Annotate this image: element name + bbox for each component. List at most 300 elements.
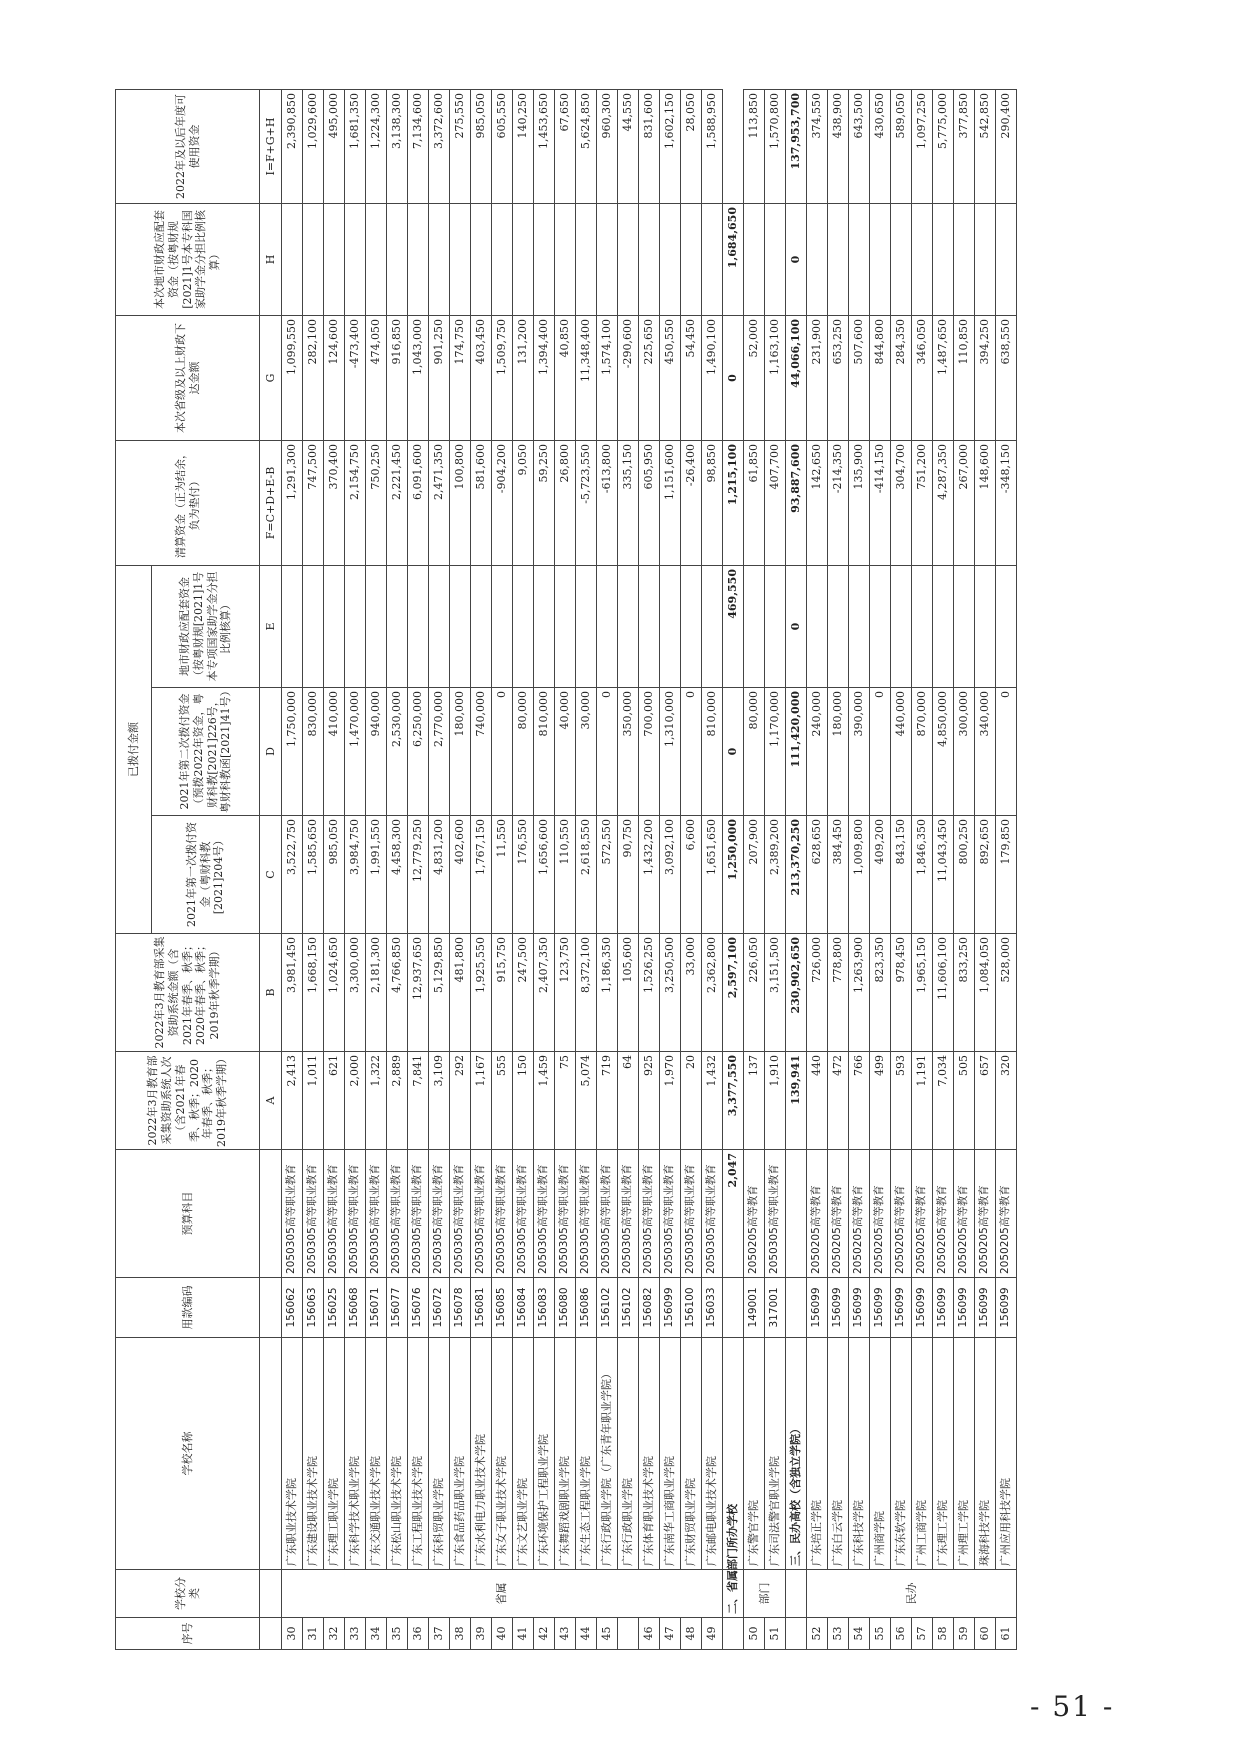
value-cell-b: 2,362,800 <box>702 934 723 1052</box>
seq-cell: 41 <box>513 1618 534 1650</box>
seq-cell: 56 <box>891 1618 912 1650</box>
value-cell-h <box>807 204 828 316</box>
value-cell-a: 7,841 <box>408 1052 429 1150</box>
value-cell-i: 113,850 <box>744 90 765 204</box>
value-cell-a: 2,000 <box>345 1052 366 1150</box>
value-cell-f: 61,850 <box>744 441 765 566</box>
value-cell-d: 1,470,000 <box>345 688 366 816</box>
school-name-cell: 广东舞蹈戏剧职业学院 <box>555 1338 576 1570</box>
value-cell-g: 1,490,100 <box>702 316 723 441</box>
value-cell-a: 320 <box>996 1052 1017 1150</box>
category-cell: 省属 <box>282 1570 723 1618</box>
school-name-cell: 广州应用科技学院 <box>996 1338 1017 1570</box>
value-cell-f: 370,400 <box>324 441 345 566</box>
unit-code-cell: 156078 <box>450 1278 471 1338</box>
value-cell-i: 7,134,600 <box>408 90 429 204</box>
school-name-cell: 广东科贸职业学院 <box>429 1338 450 1570</box>
seq-cell: 60 <box>975 1618 996 1650</box>
seq-cell: 54 <box>849 1618 870 1650</box>
value-cell-a: 657 <box>975 1052 996 1150</box>
value-cell-a: 499 <box>870 1052 891 1150</box>
value-cell-d: 40,000 <box>555 688 576 816</box>
seq-cell: 38 <box>450 1618 471 1650</box>
header-letter-i: I=F+G+H <box>260 90 282 204</box>
value-cell-g: 1,509,750 <box>492 316 513 441</box>
header-subject: 预算科目 <box>116 1150 260 1278</box>
school-name-cell: 二、省属部门所办学校 <box>723 1570 744 1618</box>
value-cell-f: 9,050 <box>513 441 534 566</box>
school-name-cell: 广东体育职业技术学院 <box>639 1338 660 1570</box>
table-row <box>450 90 471 1650</box>
value-cell-d: 2,770,000 <box>429 688 450 816</box>
value-cell-d: 1,250,000 <box>723 816 744 934</box>
table-row <box>513 90 534 1650</box>
value-cell-h <box>366 204 387 316</box>
value-cell-g: 131,200 <box>513 316 534 441</box>
value-cell-g: 1,394,400 <box>534 316 555 441</box>
school-name-cell: 广东警官学院 <box>744 1338 765 1570</box>
value-cell-g: 225,650 <box>639 316 660 441</box>
value-cell-i: 1,029,600 <box>303 90 324 204</box>
table-row <box>870 90 891 1650</box>
value-cell-i: 831,600 <box>639 90 660 204</box>
table-row <box>555 90 576 1650</box>
subject-cell: 2050305高等职业教育 <box>681 1150 702 1278</box>
value-cell-f: 93,887,600 <box>786 441 807 566</box>
value-cell-i: 2,390,850 <box>282 90 303 204</box>
value-cell-c: 176,550 <box>513 816 534 934</box>
subject-cell: 2050305高等职业教育 <box>702 1150 723 1278</box>
value-cell-h <box>429 204 450 316</box>
school-name-cell: 广东食品药品职业学院 <box>450 1338 471 1570</box>
value-cell-i: 44,550 <box>618 90 639 204</box>
value-cell-f: 750,250 <box>366 441 387 566</box>
value-cell-d: 300,000 <box>954 688 975 816</box>
school-name-cell: 广东白云学院 <box>828 1338 849 1570</box>
table-row <box>849 90 870 1650</box>
seq-cell: 33 <box>345 1618 366 1650</box>
seq-cell: 59 <box>954 1618 975 1650</box>
value-cell-b: 247,500 <box>513 934 534 1052</box>
unit-code-cell: 156099 <box>954 1278 975 1338</box>
seq-cell: 31 <box>303 1618 324 1650</box>
value-cell-b: 778,800 <box>828 934 849 1052</box>
header-unit-code: 用款编码 <box>116 1278 260 1338</box>
table-row <box>534 90 555 1650</box>
subject-cell: 2050205高等教育 <box>912 1150 933 1278</box>
value-cell-b: 1,925,550 <box>471 934 492 1052</box>
value-cell-d: 1,310,000 <box>660 688 681 816</box>
value-cell-g: 1,215,100 <box>723 441 744 566</box>
value-cell-f: -5,723,550 <box>576 441 597 566</box>
subject-cell: 2050305高等职业教育 <box>282 1150 303 1278</box>
subject-cell: 2050205高等教育 <box>975 1150 996 1278</box>
school-name-cell: 广州理工学院 <box>954 1338 975 1570</box>
value-cell-d: 350,000 <box>618 688 639 816</box>
value-cell-c: 110,550 <box>555 816 576 934</box>
school-name-cell: 广东松山职业技术学院 <box>387 1338 408 1570</box>
value-cell-c: 1,767,150 <box>471 816 492 934</box>
value-cell-e <box>702 566 723 688</box>
subject-cell: 2050205高等教育 <box>870 1150 891 1278</box>
value-cell-d: 390,000 <box>849 688 870 816</box>
value-cell-g: 394,250 <box>975 316 996 441</box>
value-cell-a: 440 <box>807 1052 828 1150</box>
value-cell-i: 542,850 <box>975 90 996 204</box>
unit-code-cell: 156080 <box>555 1278 576 1338</box>
value-cell-d: 0 <box>597 688 618 816</box>
value-cell-e: 0 <box>723 688 744 816</box>
subject-cell: 2050305高等职业教育 <box>618 1150 639 1278</box>
seq-cell: 53 <box>828 1618 849 1650</box>
value-cell-f: 747,500 <box>303 441 324 566</box>
value-cell-d: 80,000 <box>744 688 765 816</box>
value-cell-d: 810,000 <box>702 688 723 816</box>
value-cell-d: 940,000 <box>366 688 387 816</box>
value-cell-a: 1,432 <box>702 1052 723 1150</box>
value-cell-f: -414,150 <box>870 441 891 566</box>
school-name-cell: 广州商学院 <box>870 1338 891 1570</box>
header-letter-b: B <box>260 934 282 1052</box>
value-cell-e <box>366 566 387 688</box>
table-row <box>660 90 681 1650</box>
value-cell-c: 1,009,800 <box>849 816 870 934</box>
funding-table <box>115 89 1017 1650</box>
table-row <box>996 90 1017 1650</box>
unit-code-cell <box>786 1278 807 1338</box>
header-letter-d: D <box>260 688 282 816</box>
seq-cell: 37 <box>429 1618 450 1650</box>
value-cell-c: 213,370,250 <box>786 816 807 934</box>
value-cell-a: 1,910 <box>765 1052 786 1150</box>
value-cell-g: -473,400 <box>345 316 366 441</box>
table-row <box>492 90 513 1650</box>
subject-cell: 2050205高等教育 <box>807 1150 828 1278</box>
header-letter-blank <box>260 1570 282 1618</box>
table-row <box>681 90 702 1650</box>
value-cell-f: -348,150 <box>996 441 1017 566</box>
value-cell-d: 2,530,000 <box>387 688 408 816</box>
school-name-cell: 广东科技学院 <box>849 1338 870 1570</box>
value-cell-f: 2,221,450 <box>387 441 408 566</box>
value-cell-i: 985,050 <box>471 90 492 204</box>
unit-code-cell: 156099 <box>912 1278 933 1338</box>
value-cell-b: 1,186,350 <box>597 934 618 1052</box>
seq-cell: 57 <box>912 1618 933 1650</box>
subject-cell: 2050205高等教育 <box>954 1150 975 1278</box>
value-cell-g: 44,066,100 <box>786 316 807 441</box>
value-cell-h <box>765 204 786 316</box>
value-cell-g: 638,550 <box>996 316 1017 441</box>
value-cell-i: 589,050 <box>891 90 912 204</box>
value-cell-g: 507,600 <box>849 316 870 441</box>
value-cell-h <box>282 204 303 316</box>
table-body <box>282 90 1017 1650</box>
seq-cell: 61 <box>996 1618 1017 1650</box>
value-cell-a: 64 <box>618 1052 639 1150</box>
value-cell-a: 555 <box>492 1052 513 1150</box>
unit-code-cell: 156099 <box>828 1278 849 1338</box>
school-name-cell: 广东交通职业技术学院 <box>366 1338 387 1570</box>
value-cell-d: 0 <box>681 688 702 816</box>
table-row <box>282 90 303 1650</box>
header-letter-blank <box>260 1150 282 1278</box>
value-cell-h <box>387 204 408 316</box>
value-cell-b: 105,600 <box>618 934 639 1052</box>
school-name-cell: 广东行政职业学院（广东青年职业学院） <box>597 1338 618 1570</box>
value-cell-b: 1,526,250 <box>639 934 660 1052</box>
value-cell-d: 830,000 <box>303 688 324 816</box>
subject-cell: 2050205高等教育 <box>891 1150 912 1278</box>
value-cell-a: 5,074 <box>576 1052 597 1150</box>
category-cell: 部门 <box>744 1570 786 1618</box>
table-row <box>639 90 660 1650</box>
value-cell-c: 800,250 <box>954 816 975 934</box>
value-cell-i: 960,300 <box>597 90 618 204</box>
value-cell-b: 481,800 <box>450 934 471 1052</box>
value-cell-h <box>891 204 912 316</box>
value-cell-g: 474,050 <box>366 316 387 441</box>
value-cell-a: 2,413 <box>282 1052 303 1150</box>
value-cell-i: 438,900 <box>828 90 849 204</box>
value-cell-c: 628,650 <box>807 816 828 934</box>
value-cell-f: 335,150 <box>618 441 639 566</box>
seq-cell: 47 <box>660 1618 681 1650</box>
value-cell-g: 174,750 <box>450 316 471 441</box>
seq-cell: 51 <box>765 1618 786 1650</box>
category-cell: 民办 <box>807 1570 1017 1618</box>
value-cell-b: 33,000 <box>681 934 702 1052</box>
value-cell-a: 139,941 <box>786 1052 807 1150</box>
school-name-cell: 广东文艺职业学院 <box>513 1338 534 1570</box>
value-cell-c: 207,900 <box>744 816 765 934</box>
value-cell-f: 59,250 <box>534 441 555 566</box>
value-cell-d: 1,750,000 <box>282 688 303 816</box>
value-cell-e <box>429 566 450 688</box>
value-cell-c: 1,846,350 <box>912 816 933 934</box>
school-name-cell: 广东职业技术学院 <box>282 1338 303 1570</box>
subject-cell: 2050205高等教育 <box>996 1150 1017 1278</box>
table-row <box>807 90 828 1650</box>
table-row <box>366 90 387 1650</box>
value-cell-b: 823,350 <box>870 934 891 1052</box>
value-cell-b: 1,084,050 <box>975 934 996 1052</box>
table-row <box>828 90 849 1650</box>
school-name-cell: 广东司法警官职业学院 <box>765 1338 786 1570</box>
value-cell-h <box>702 204 723 316</box>
value-cell-b: 3,981,450 <box>282 934 303 1052</box>
value-cell-d: 6,250,000 <box>408 688 429 816</box>
value-cell-a: 925 <box>639 1052 660 1150</box>
value-cell-a: 1,011 <box>303 1052 324 1150</box>
header-g: 本次省级及以上财政下达金额 <box>116 316 260 441</box>
unit-code-cell: 156084 <box>513 1278 534 1338</box>
value-cell-h: 0 <box>786 204 807 316</box>
unit-code-cell: 156099 <box>975 1278 996 1338</box>
value-cell-b: 3,250,500 <box>660 934 681 1052</box>
value-cell-a: 472 <box>828 1052 849 1150</box>
value-cell-d: 80,000 <box>513 688 534 816</box>
value-cell-h <box>408 204 429 316</box>
value-cell-e <box>450 566 471 688</box>
value-cell-a: 593 <box>891 1052 912 1150</box>
value-cell-c: 892,650 <box>975 816 996 934</box>
value-cell-f: -904,200 <box>492 441 513 566</box>
table-row <box>702 90 723 1650</box>
value-cell-f: 4,287,350 <box>933 441 954 566</box>
header-f: 清算资金（正为结余，负为垫付） <box>116 441 260 566</box>
value-cell-g: 403,450 <box>471 316 492 441</box>
value-cell-i: 495,000 <box>324 90 345 204</box>
value-cell-d: 870,000 <box>912 688 933 816</box>
unit-code-cell: 156083 <box>534 1278 555 1338</box>
value-cell-a: 292 <box>450 1052 471 1150</box>
seq-cell <box>723 1618 744 1650</box>
value-cell-e <box>492 566 513 688</box>
seq-cell: 34 <box>366 1618 387 1650</box>
seq-cell: 35 <box>387 1618 408 1650</box>
unit-code-cell: 156099 <box>807 1278 828 1338</box>
value-cell-c: 3,522,750 <box>282 816 303 934</box>
school-name-cell: 广东理工学院 <box>933 1338 954 1570</box>
value-cell-h <box>576 204 597 316</box>
value-cell-i: 1,453,650 <box>534 90 555 204</box>
value-cell-d: 240,000 <box>807 688 828 816</box>
value-cell-c: 1,656,600 <box>534 816 555 934</box>
value-cell-e <box>912 566 933 688</box>
unit-code-cell: 156102 <box>597 1278 618 1338</box>
value-cell-d: 410,000 <box>324 688 345 816</box>
school-name-cell: 广东理工职业学院 <box>324 1338 345 1570</box>
value-cell-a: 621 <box>324 1052 345 1150</box>
subject-cell: 2050205高等教育 <box>849 1150 870 1278</box>
seq-cell: 30 <box>282 1618 303 1650</box>
value-cell-e <box>681 566 702 688</box>
value-cell-b: 5,129,850 <box>429 934 450 1052</box>
value-cell-a: 505 <box>954 1052 975 1150</box>
school-name-cell: 广东南华工商职业学院 <box>660 1338 681 1570</box>
subject-cell: 2050305高等职业教育 <box>429 1150 450 1278</box>
value-cell-h <box>849 204 870 316</box>
seq-cell: 44 <box>576 1618 597 1650</box>
table-row <box>387 90 408 1650</box>
value-cell-b: 978,450 <box>891 934 912 1052</box>
subject-cell: 2050305高等职业教育 <box>408 1150 429 1278</box>
unit-code-cell: 317001 <box>765 1278 786 1338</box>
unit-code-cell: 156081 <box>471 1278 492 1338</box>
value-cell-h <box>618 204 639 316</box>
value-cell-h <box>303 204 324 316</box>
header-d: 2021年第二次拨付资金（预拨2022年资金，粤财科教[2021]226号，粤财科教函[2021]41号） <box>152 688 260 816</box>
value-cell-b: 1,263,900 <box>849 934 870 1052</box>
value-cell-b: 3,300,000 <box>345 934 366 1052</box>
value-cell-e <box>576 566 597 688</box>
seq-cell: 52 <box>807 1618 828 1650</box>
value-cell-i: 5,624,850 <box>576 90 597 204</box>
school-name-cell: 广东环境保护工程职业学院 <box>534 1338 555 1570</box>
value-cell-a: 2,889 <box>387 1052 408 1150</box>
value-cell-d: 740,000 <box>471 688 492 816</box>
value-cell-a: 1,459 <box>534 1052 555 1150</box>
value-cell-f: 1,291,300 <box>282 441 303 566</box>
value-cell-f: 98,850 <box>702 441 723 566</box>
subject-cell: 2050305高等职业教育 <box>765 1150 786 1278</box>
value-cell-g: 653,250 <box>828 316 849 441</box>
value-cell-i: 3,138,300 <box>387 90 408 204</box>
school-name-cell: 广东生态工程职业学院 <box>576 1338 597 1570</box>
header-name: 学校名称 <box>116 1338 260 1570</box>
subject-cell: 2050305高等职业教育 <box>660 1150 681 1278</box>
value-cell-d: 340,000 <box>975 688 996 816</box>
value-cell-h <box>513 204 534 316</box>
seq-cell <box>786 1618 807 1650</box>
school-name-cell: 广东科学技术职业学院 <box>345 1338 366 1570</box>
value-cell-i: 374,550 <box>807 90 828 204</box>
value-cell-f: 100,800 <box>450 441 471 566</box>
rotated-table-wrapper <box>115 90 1115 1650</box>
value-cell-b: 123,750 <box>555 934 576 1052</box>
subject-cell: 2050305高等职业教育 <box>450 1150 471 1278</box>
value-cell-e <box>303 566 324 688</box>
value-cell-c: 90,750 <box>618 816 639 934</box>
value-cell-d: 700,000 <box>639 688 660 816</box>
value-cell-c: 1,651,650 <box>702 816 723 934</box>
seq-cell <box>618 1618 639 1650</box>
value-cell-h <box>471 204 492 316</box>
seq-cell: 36 <box>408 1618 429 1650</box>
table-row <box>933 90 954 1650</box>
unit-code-cell: 156033 <box>702 1278 723 1338</box>
value-cell-a: 766 <box>849 1052 870 1150</box>
value-cell-e <box>471 566 492 688</box>
table-row <box>954 90 975 1650</box>
value-cell-g: 916,850 <box>387 316 408 441</box>
value-cell-f: 148,600 <box>975 441 996 566</box>
value-cell-i: 137,953,700 <box>786 90 807 204</box>
header-letter-c: C <box>260 816 282 934</box>
value-cell-i: 290,400 <box>996 90 1017 204</box>
value-cell-h <box>324 204 345 316</box>
unit-code-cell: 156099 <box>891 1278 912 1338</box>
value-cell-h <box>492 204 513 316</box>
value-cell-f: 407,700 <box>765 441 786 566</box>
value-cell-f: 605,950 <box>639 441 660 566</box>
header-letter-f: F=C+D+E-B <box>260 441 282 566</box>
value-cell-d: 180,000 <box>828 688 849 816</box>
subject-cell: 2050305高等职业教育 <box>324 1150 345 1278</box>
seq-cell: 42 <box>534 1618 555 1650</box>
value-cell-c: 843,150 <box>891 816 912 934</box>
value-cell-e <box>618 566 639 688</box>
school-name-cell: 广东邮电职业技术学院 <box>702 1338 723 1570</box>
value-cell-i: 28,050 <box>681 90 702 204</box>
value-cell-a: 1,191 <box>912 1052 933 1150</box>
seq-cell: 49 <box>702 1618 723 1650</box>
subject-cell <box>786 1150 807 1278</box>
value-cell-h <box>828 204 849 316</box>
value-cell-e <box>870 566 891 688</box>
value-cell-g: -290,600 <box>618 316 639 441</box>
seq-cell: 48 <box>681 1618 702 1650</box>
value-cell-i: 643,500 <box>849 90 870 204</box>
value-cell-g: 1,043,000 <box>408 316 429 441</box>
seq-cell: 43 <box>555 1618 576 1650</box>
subject-cell: 2050305高等职业教育 <box>555 1150 576 1278</box>
table-row <box>597 90 618 1650</box>
school-name-cell: 广东财贸职业学院 <box>681 1338 702 1570</box>
value-cell-h <box>450 204 471 316</box>
value-cell-f: 26,800 <box>555 441 576 566</box>
